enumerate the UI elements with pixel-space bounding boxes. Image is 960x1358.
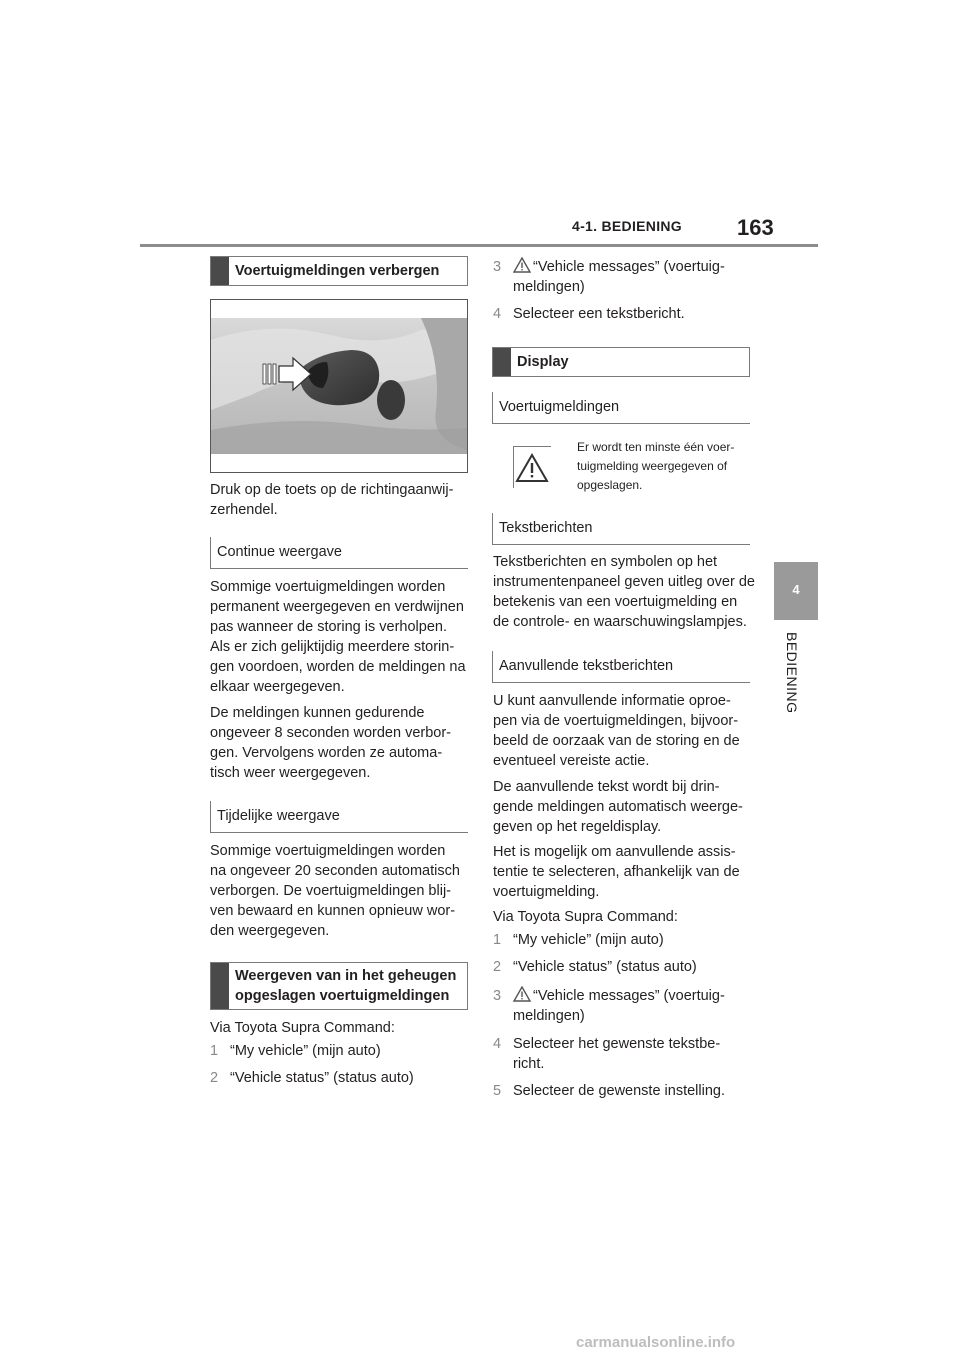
footer-watermark: carmanualsonline.info (576, 1334, 736, 1351)
figure-caption: Druk op de toets op de richtingaanwij- zerhendel. (210, 482, 454, 518)
paragraph-continuous-2: De meldingen kunnen gedurende ongeveer 8 seconden worden verbor- gen. Vervolgens worden ze automa- tisch weer weergegeven. (210, 705, 452, 781)
via-command-left: Via Toyota Supra Command: (210, 1020, 395, 1036)
chapter-number: 4 (792, 582, 800, 597)
paragraph-temporary: Sommige voertuigmeldingen worden na ongeveer 20 seconden automatisch verborgen. De voertuigmeldingen blij- ven bewaard en kunnen opnieuw wor- den weergegeven. (210, 843, 460, 939)
paragraph-continuous-1: Sommige voertuigmeldingen worden permanent weergegeven en verdwijnen pas wanneer de storing is verholpen. Als er zich gelijktijdig meerdere storin- gen voordoen, worden de meldingen na elkaar weergegeven. (210, 579, 466, 695)
note-text: Er wordt ten minste één voer- tuigmelding weergegeven of opgeslagen. (577, 440, 735, 492)
heading-display: Display (492, 347, 750, 377)
subheading-continuous: Continue weergave (210, 537, 468, 569)
heading-hide-messages: Voertuigmeldingen verbergen (210, 256, 468, 286)
heading-stored-messages: Weergeven van in het geheugen opgeslagen voertuigmeldingen (210, 962, 468, 1010)
subheading-vehicle-messages: Voertuigmeldingen (492, 392, 750, 424)
warning-triangle-icon (513, 257, 531, 273)
paragraph-additional-3: Het is mogelijk om aanvullende assis- tentie te selecteren, afhankelijk van de voertuigmelding. (493, 844, 740, 900)
subheading-additional: Aanvullende tekstberichten (492, 651, 750, 683)
subheading-temporary: Tijdelijke weergave (210, 801, 468, 833)
chapter-title: BEDIENING (784, 632, 800, 714)
page-number: 163 (737, 215, 774, 240)
figure-turn-signal-lever (210, 299, 468, 473)
paragraph-text-messages: Tekstberichten en symbolen op het instrumentenpaneel geven uitleg over de betekenis van een voertuigmelding en de controle- en waarschuwingslampjes. (493, 554, 755, 630)
paragraph-additional-2: De aanvullende tekst wordt bij drin- gende meldingen automatisch weerge- geven op het regeldisplay. (493, 779, 743, 835)
header-rule (140, 244, 818, 247)
warning-triangle-icon (514, 447, 550, 487)
turn-signal-lever-button-illustration (211, 300, 467, 472)
warning-triangle-icon (513, 986, 531, 1002)
paragraph-additional-1: U kunt aanvullende informatie oproe- pen via de voertuigmeldingen, bijvoor- beeld de oorzaak van de storing en de eventueel vereiste actie. (493, 693, 740, 769)
note-icon-frame (513, 446, 551, 488)
subheading-text-messages: Tekstberichten (492, 513, 750, 545)
via-command-right: Via Toyota Supra Command: (493, 909, 678, 925)
section-title: 4-1. BEDIENING (572, 218, 682, 234)
